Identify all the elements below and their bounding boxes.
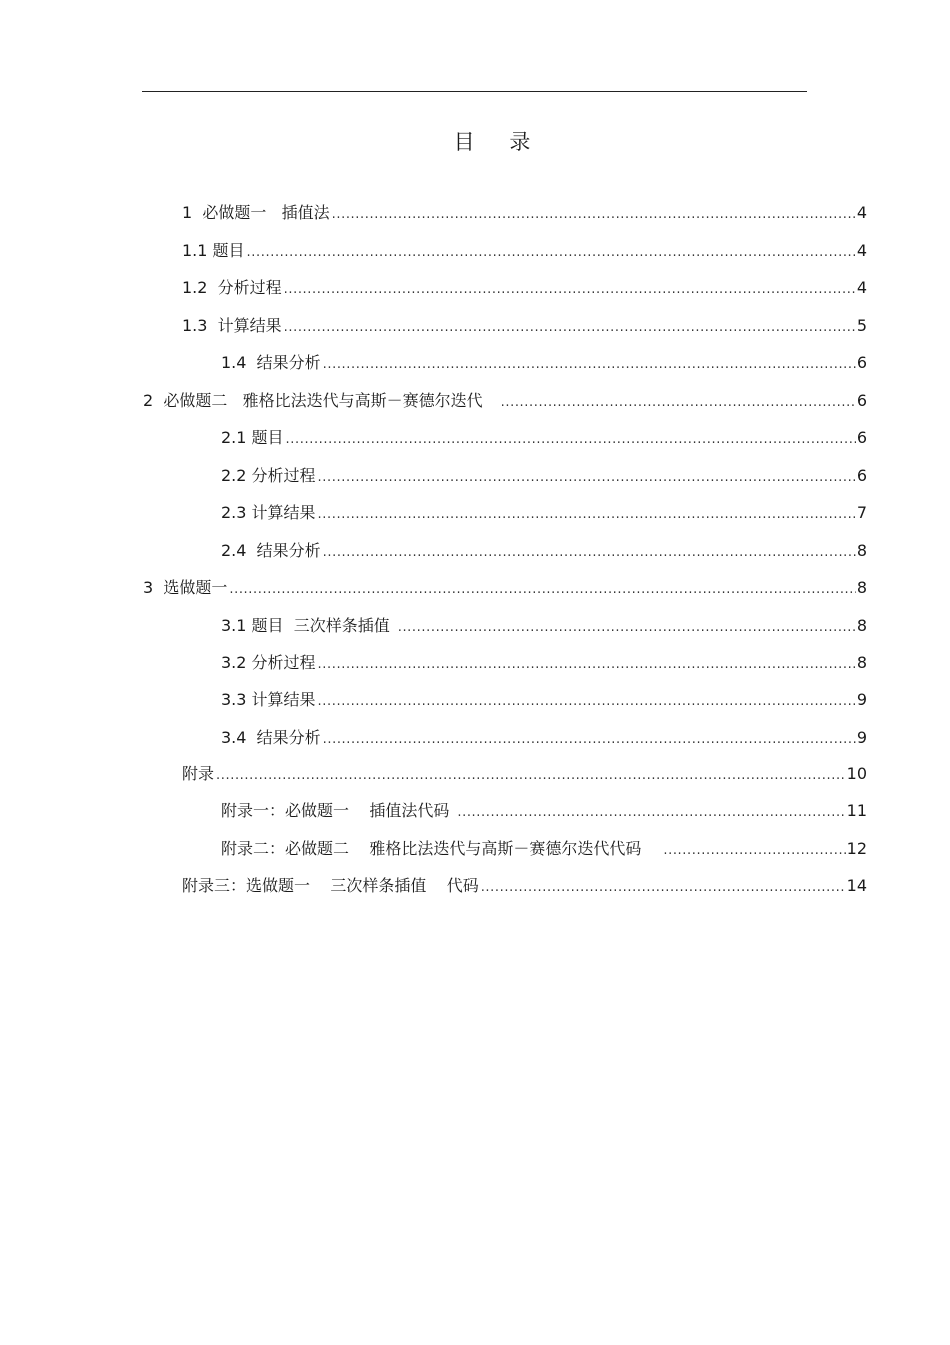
- toc-leader-dots: [481, 876, 846, 900]
- toc-page-number: 4: [856, 203, 867, 222]
- toc-entry-label: 附录一：必做题一 插值法代码: [221, 801, 450, 820]
- toc-entry-2-1[interactable]: [221, 426, 867, 450]
- toc-page-number: 6: [856, 428, 867, 447]
- toc-page-number: 7: [856, 503, 867, 522]
- toc-entry-label: 2.3 计算结果: [221, 503, 316, 522]
- toc-entry-label: 2.2 分析过程: [221, 466, 316, 485]
- toc-entry-2-4[interactable]: [221, 539, 867, 563]
- toc-entry-label: 3.2 分析过程: [221, 653, 316, 672]
- toc-page-number: 11: [846, 801, 867, 820]
- toc-leader-dots: [247, 241, 856, 265]
- toc-leader-dots: [318, 503, 856, 527]
- toc-entry-label: 1.4 结果分析: [221, 353, 321, 372]
- toc-leader-dots: [663, 839, 845, 863]
- toc-entry-label: 2.4 结果分析: [221, 541, 321, 560]
- toc-leader-dots: [323, 353, 856, 377]
- toc-entry-label: 附录二：必做题二 雅格比法迭代与高斯－赛德尔迭代代码: [221, 839, 642, 858]
- toc-entry-label: 1 必做题一 插值法: [182, 203, 330, 222]
- toc-page-number: 5: [856, 316, 867, 335]
- toc-entry-label: 1.3 计算结果: [182, 316, 282, 335]
- toc-leader-dots: [457, 801, 845, 825]
- toc-entry-1-2[interactable]: [182, 276, 867, 300]
- toc-page-number: 6: [856, 466, 867, 485]
- toc-page-number: 6: [856, 353, 867, 372]
- toc-page-number: 8: [856, 541, 867, 560]
- toc-page-number: 9: [856, 728, 867, 747]
- toc-leader-dots: [229, 578, 855, 602]
- toc-page-number: 9: [856, 690, 867, 709]
- toc-entry-appendix-1[interactable]: [221, 799, 867, 823]
- toc-page-number: 4: [856, 278, 867, 297]
- toc-page-number: 12: [846, 839, 867, 858]
- toc-entry-label: 1.1 题目: [182, 241, 245, 260]
- toc-entry-3-3[interactable]: [221, 688, 867, 712]
- toc-entry-label: 附录: [182, 764, 215, 783]
- toc-page-number: 10: [846, 764, 867, 783]
- toc-leader-dots: [332, 203, 856, 227]
- toc-page-number: 8: [856, 578, 867, 597]
- toc-entry-2-3[interactable]: [221, 501, 867, 525]
- toc-page-number: 4: [856, 241, 867, 260]
- toc-leader-dots: [284, 278, 856, 302]
- toc-leader-dots: [323, 541, 856, 565]
- toc-page-number: 6: [856, 391, 867, 410]
- toc-entry-appendix-3[interactable]: [182, 874, 867, 898]
- toc-leader-dots: [501, 391, 856, 415]
- header-rule: [142, 91, 807, 92]
- toc-page-number: 8: [856, 616, 867, 635]
- toc-entry-1-4[interactable]: [221, 351, 867, 375]
- toc-entry-2-2[interactable]: [221, 464, 867, 488]
- toc-title: 目 录: [453, 130, 545, 154]
- toc-entry-3-2[interactable]: [221, 651, 867, 675]
- toc-entry-2[interactable]: [143, 389, 867, 413]
- toc-entry-appendix-2[interactable]: [221, 837, 867, 861]
- toc-entry-label: 3.4 结果分析: [221, 728, 321, 747]
- toc-entry-label: 1.2 分析过程: [182, 278, 282, 297]
- toc-leader-dots: [318, 690, 856, 714]
- toc-entry-3[interactable]: [143, 576, 867, 600]
- toc-page-number: 14: [846, 876, 867, 895]
- toc-page-number: 8: [856, 653, 867, 672]
- toc-leader-dots: [323, 728, 856, 752]
- toc-entry-label: 3.1 题目 三次样条插值: [221, 616, 390, 635]
- toc-entry-1[interactable]: [182, 201, 867, 225]
- toc-entry-appendix[interactable]: [182, 762, 867, 786]
- toc-entry-label: 3 选做题一: [143, 578, 228, 597]
- toc-entry-label: 附录三：选做题一 三次样条插值 代码: [182, 876, 479, 895]
- toc-entry-label: 2.1 题目: [221, 428, 284, 447]
- toc-leader-dots: [318, 653, 856, 677]
- toc-leader-dots: [286, 428, 856, 452]
- toc-entry-label: 2 必做题二 雅格比法迭代与高斯－赛德尔迭代: [143, 391, 483, 410]
- toc-entry-1-1[interactable]: [182, 239, 867, 263]
- toc-leader-dots: [398, 616, 856, 640]
- toc-leader-dots: [284, 316, 856, 340]
- toc-entry-label: 3.3 计算结果: [221, 690, 316, 709]
- toc-leader-dots: [216, 764, 846, 788]
- toc-leader-dots: [318, 466, 856, 490]
- toc-entry-3-1[interactable]: [221, 614, 867, 638]
- toc-entry-1-3[interactable]: [182, 314, 867, 338]
- toc-entry-3-4[interactable]: [221, 726, 867, 750]
